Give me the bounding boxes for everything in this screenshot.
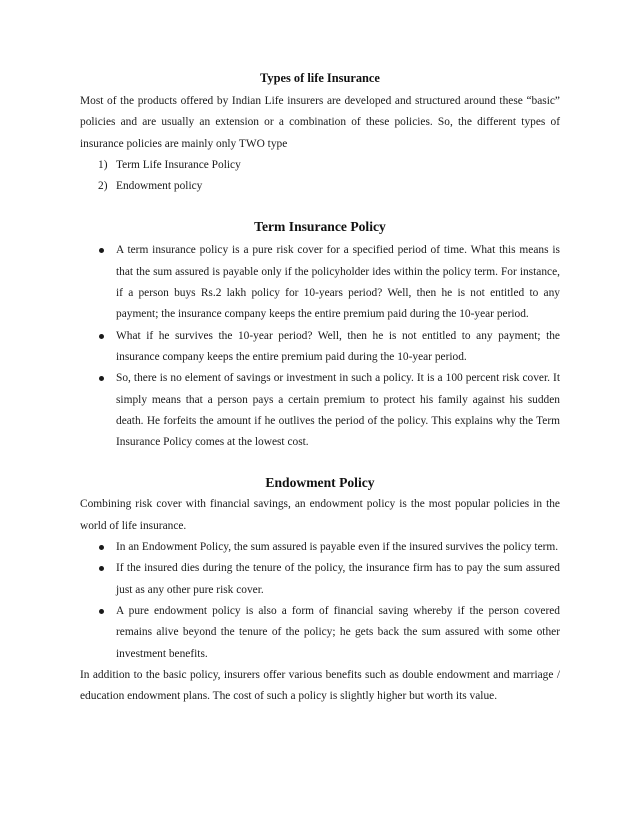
list-number: 1)	[98, 158, 108, 171]
list-item	[96, 326, 560, 369]
endowment-section-heading: Endowment Policy	[265, 475, 375, 491]
list-item	[98, 155, 560, 176]
bullet-icon	[99, 566, 104, 571]
bullet-text: If the insured dies during the tenure of the policy, the insurance firm has to pay the sum assured just as any other pure risk cover.	[116, 562, 560, 596]
term-section-heading: Term Insurance Policy	[254, 219, 386, 235]
bullet-text: What if he survives the 10-year period? Well, then he is not entitled to any payment; the insurance company keeps the entire premium paid during the 10-year period.	[116, 329, 560, 363]
bullet-text: A pure endowment policy is also a form of financial saving whereby if the person covered remains alive beyond the tenure of the policy; he gets back the sum assured with some other investment benefits.	[116, 604, 560, 660]
list-item	[98, 176, 560, 197]
list-item-text: Endowment policy	[116, 180, 203, 193]
document-title: Types of life Insurance	[260, 71, 380, 85]
intro-paragraph: Most of the products offered by Indian Life insurers are developed and structured around these “basic” policies and are usually an extension or a combination of these policies. So, the different types of insurance policies are mainly only TWO type	[80, 95, 560, 150]
bullet-text: So, there is no element of savings or investment in such a policy. It is a 100 percent risk cover. It simply means that a person pays a certain premium to protect his family against his sudden death. He forfeits the amount if he outlives the period of the policy. This explains why the Term Insurance Policy comes at the lowest cost.	[116, 372, 560, 449]
endowment-intro-paragraph: Combining risk cover with financial savings, an endowment policy is the most popular policies in the world of life insurance.	[80, 498, 560, 532]
term-bullets	[80, 240, 560, 453]
list-item	[96, 368, 560, 453]
bullet-text: In an Endowment Policy, the sum assured is payable even if the insured survives the policy term.	[116, 541, 559, 554]
list-item	[96, 240, 560, 325]
bullet-icon	[99, 545, 104, 550]
endowment-bullets	[80, 537, 560, 665]
list-item-text: Term Life Insurance Policy	[116, 158, 241, 171]
list-item	[96, 558, 560, 601]
policy-types-list	[80, 155, 560, 198]
bullet-icon	[99, 609, 104, 614]
closing-paragraph: In addition to the basic policy, insurers offer various benefits such as double endowment and marriage / education endowment plans. The cost of such a policy is slightly higher but worth its value.	[80, 668, 560, 703]
list-number: 2)	[98, 180, 108, 193]
document-page	[80, 68, 560, 707]
list-item	[96, 537, 560, 558]
list-item	[96, 601, 560, 665]
bullet-icon	[99, 334, 104, 339]
bullet-text: A term insurance policy is a pure risk cover for a specified period of time. What this means is that the sum assured is payable only if the policyholder ides within the policy term. For instance, if a person buys Rs.2 lakh policy for 10-years period? Well, then he is not entitled to any payment; the insurance company keeps the entire premium paid during the 10-year period.	[116, 244, 560, 321]
bullet-icon	[99, 248, 104, 253]
bullet-icon	[99, 376, 104, 381]
